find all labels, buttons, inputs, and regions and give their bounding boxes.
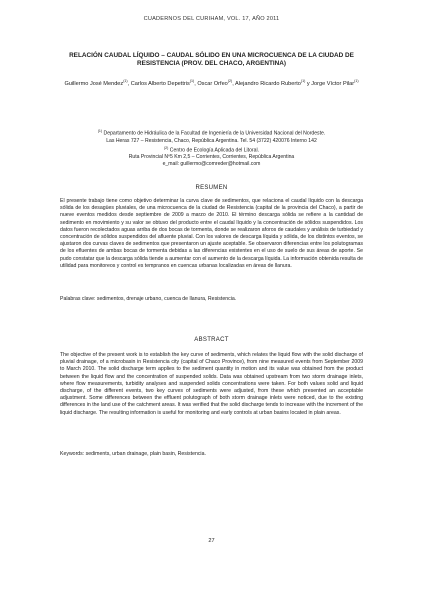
palabras-clave: Palabras clave: sedimentos, drenaje urbano, cuenca de llanura, Resistencia. [60, 296, 237, 302]
affiliation-mark: (2) [163, 145, 169, 150]
paper-title: RELACIÓN CAUDAL LÍQUIDO – CAUDAL SÓLIDO EN UNA MICROCUENCA DE LA CIUDAD DE RESISTENCIA (PROV. DEL CHACO, ARGENTINA) [69, 52, 354, 67]
abstract-heading: ABSTRACT [194, 337, 229, 343]
affiliations [60, 128, 363, 168]
contact-email: e_mail: guillermo@comreder@hotmail.com [162, 161, 261, 167]
abstract-text: The objective of the present work is to establish the key curve of sediments, which relates the liquid flow with the solid discharge of pluvial drainage, of a microbasin in Resistencia city (capital of Chaco Province), from nine measured events from September 2009 to March 2010. The solid discharge term applies to the sediment quantity in motion and its value was obtained from the product between the liquid flow and the concentration of suspended solids. Data was obtained upstream from two storm drainage inlets, where flow measurements, turbidity analyses and suspended solids concentrations were taken. For both values solid and liquid discharge, of the different events, two key curves of sediments were adjusted, from these which presented an acceptable adjustment. Some differences between the effluent polutograph of both storm drainage inlets were noticed, due to the existing differences in the land use of the catchment areas. It was verified that the solid discharge tends to increase with the increment of the liquid discharge. The resulting information is useful for monitoring and early controls at urban basins located in plain areas. [60, 352, 363, 416]
page-number: 27 [208, 538, 215, 544]
author-name: Guillermo José Mendez [64, 80, 124, 87]
affiliation-line-2: Las Heras 727 – Resistencia, Chaco, República Argentina. Tel. 54 (3722) 420076 Interno 142 [106, 137, 317, 144]
affiliation-mark: (1) [97, 129, 103, 133]
author-affiliation-mark: (1) [189, 79, 195, 83]
author-list [58, 78, 365, 88]
affiliation-text: Departamento de Hidráulica de la Facultad de Ingeniería de la Universidad Nacional del Nordeste. [102, 130, 326, 137]
author-affiliation-mark: (1) [300, 79, 306, 83]
author-affiliation-mark: (1) [123, 79, 128, 83]
journal-header: CUADERNOS DEL CURIHAM, VOL. 17, AÑO 2011 [143, 16, 280, 22]
affiliation-line-1 [60, 128, 363, 138]
author-affiliation-mark: (1) [354, 79, 359, 83]
keywords: Keywords: sediments, urban drainage, plain basin, Resistencia. [60, 451, 206, 457]
author-name: , Oscar Orfeo [194, 80, 228, 87]
author-affiliation-mark: (2) [227, 79, 233, 83]
resumen-heading: RESUMEN [195, 185, 228, 191]
affiliation-line-4: Ruta Provincial Nº5 Km 2,5 – Corrientes, Corrientes, República Argentina [128, 154, 295, 161]
author-name: , Carlos Alberto Depettris [127, 80, 190, 87]
resumen-text: El presente trabajo tiene como objetivo determinar la curva clave de sedimentos, que relaciona el caudal líquido con la descarga sólida de los desagües pluviales, de una microcuenca de la ciudad de Resistencia (capital de la provincia del Chaco), a partir de nueve eventos medidos desde septiembre de 2009 a marzo de 2010. El término descarga sólida se refiere a la cantidad de sedimento en movimiento y su valor se obtuvo del producto entre el caudal líquido y la concentración de sólidos suspendidos. Los datos fueron recolectados aguas arriba de dos bocas de tormenta, donde se realizaron aforos de caudales y análisis de turbiedad y concentración de sólidos suspendidos del afluente pluvial. Con los valores de descarga líquida y sólida, de los distintos eventos, se ajustaron dos curvas claves de sedimentos que presentaron un ajuste aceptable. Se observaron diferencias entre los polutogramas de los efluentes de ambas bocas de tormenta debidas a las diferencias existentes en el uso de suelo de sus áreas de aporte. Se pudo constatar que la descarga sólida tiende a aumentar con el aumento de la descarga líquida. La información obtenida resulta de utilidad para monitoreos y control es tempranos en cuencas urbanas localizadas en áreas de llanura. [60, 198, 363, 269]
affiliation-line-3 [60, 145, 363, 155]
affiliation-text: Centro de Ecología Aplicada del Litoral. [168, 147, 260, 154]
author-name: y Jorge Víctor Pilar [305, 80, 355, 87]
author-name: , Alejandro Ricardo Ruberto [232, 80, 301, 87]
